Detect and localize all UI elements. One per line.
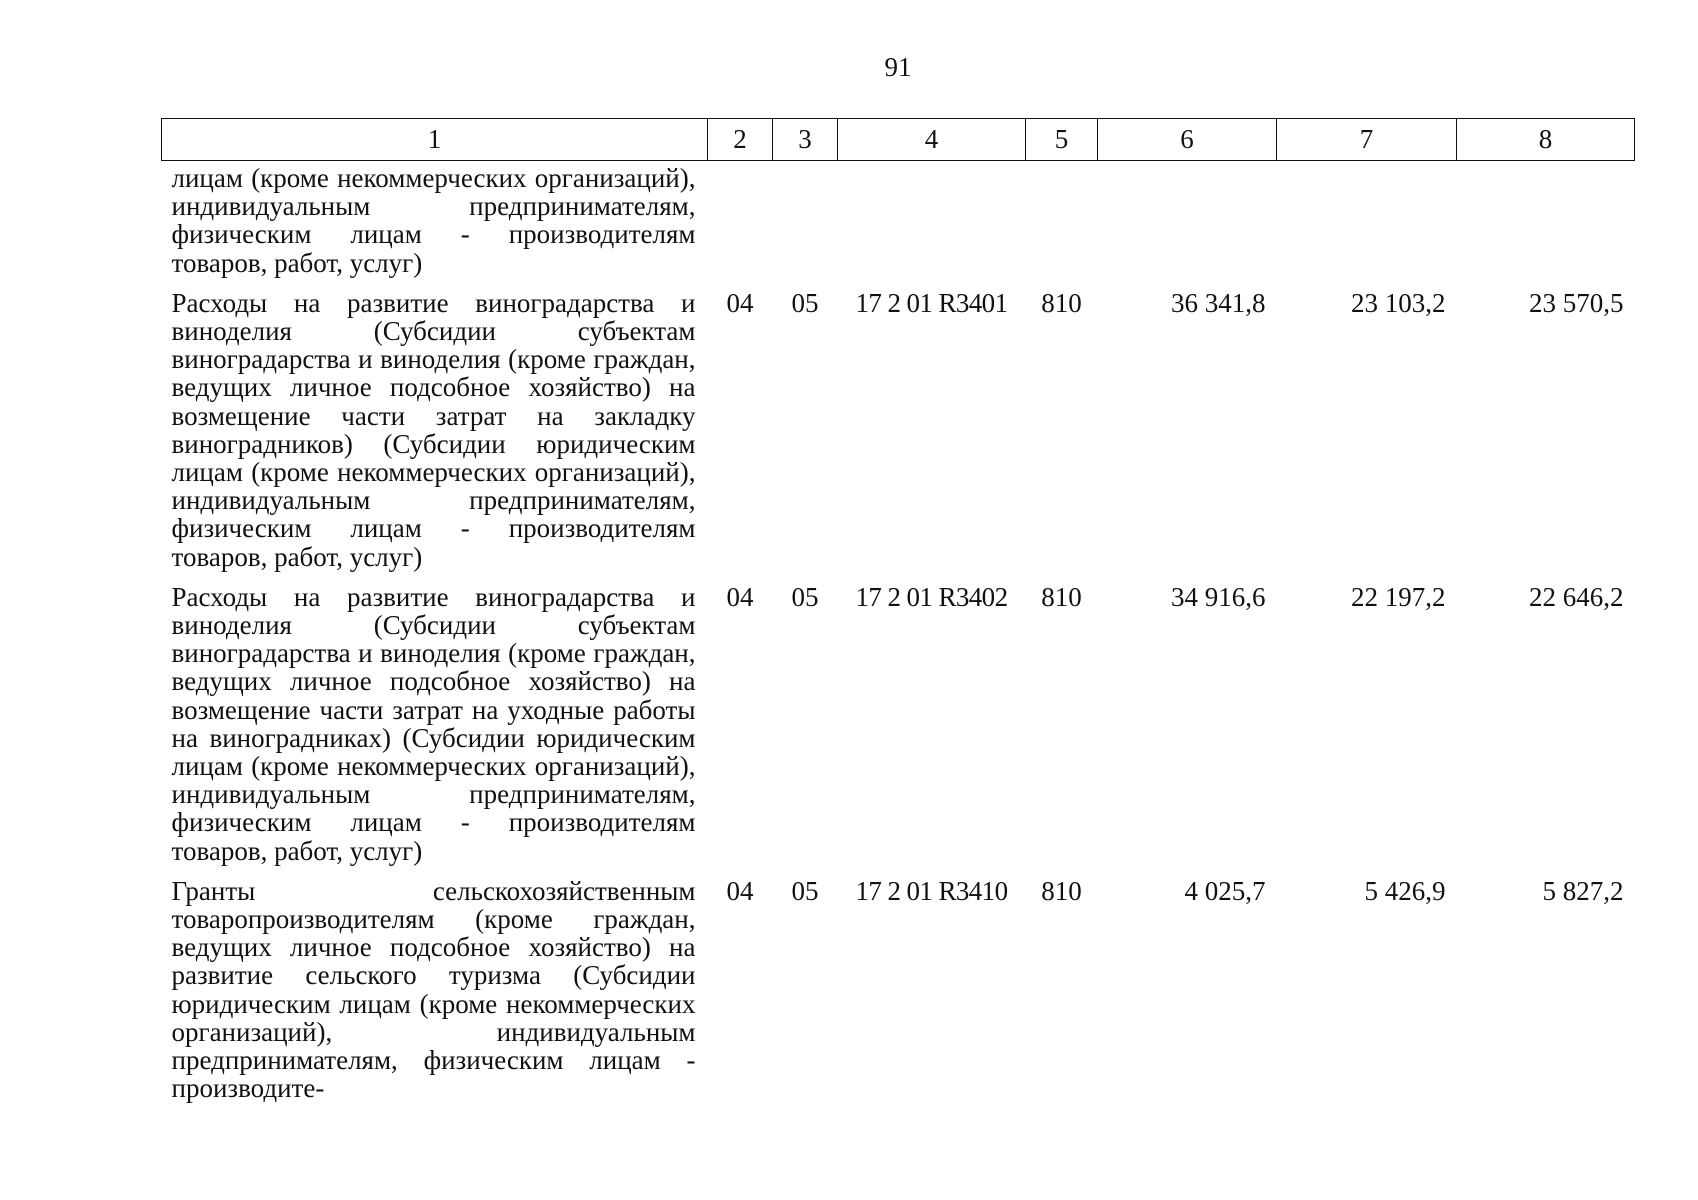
column-header: 1 [162, 119, 708, 161]
amount-cell: 36 341,8 [1171, 287, 1266, 318]
amount-cell: 22 197,2 [1351, 581, 1446, 612]
expense-type-code: 810 [1041, 581, 1082, 612]
amount-cell: 23 103,2 [1351, 287, 1446, 318]
amount-cell [1098, 161, 1277, 289]
target-item-code: 17 2 01 R3410 [855, 875, 1008, 906]
target-item-code: 17 2 01 R3402 [855, 581, 1008, 612]
amount-cell: 23 570,5 [1529, 287, 1624, 318]
target-item-code: 17 2 01 R3401 [855, 287, 1008, 318]
amount-cell [1277, 161, 1457, 289]
column-header: 5 [1026, 119, 1098, 161]
column-header: 6 [1098, 119, 1277, 161]
row-description: Расходы на развитие виноградарства и виноделия (Субсидии субъектам виноградарства и виноделия (кроме граждан, ведущих личное подсобное хозяйство) на возмещение части затрат на уходные работы на виноградниках) (Субсидии юридическим лицам (кроме некоммерческих организаций), индивидуальным предпринимателям, физическим лицам - производителям товаров, работ, услуг) [171, 581, 696, 866]
budget-table [161, 118, 1635, 1115]
table-row [162, 877, 1635, 1115]
amount-cell: 34 916,6 [1171, 581, 1266, 612]
page-number: 91 [884, 52, 912, 82]
column-number-header-row [162, 119, 1635, 161]
column-header: 3 [773, 119, 838, 161]
amount-cell: 5 827,2 [1542, 875, 1624, 906]
subsection-code: 05 [791, 287, 819, 318]
row-description: лицам (кроме некоммерческих организаций), индивидуальным предпринимателям, физическим лицам - производителям товаров, работ, услуг) [171, 163, 696, 278]
table-row [162, 161, 1635, 289]
table-row [162, 289, 1635, 583]
expense-type-code: 810 [1041, 287, 1082, 318]
expense-type-code: 810 [1041, 875, 1082, 906]
column-header: 4 [838, 119, 1026, 161]
column-header: 2 [708, 119, 773, 161]
amount-cell: 5 426,9 [1364, 875, 1446, 906]
row-description: Расходы на развитие виноградарства и виноделия (Субсидии субъектам виноградарства и виноделия (кроме граждан, ведущих личное подсобное хозяйство) на возмещение части затрат на закладку виноградников) (Субсидии юридическим лицам (кроме некоммерческих организаций), индивидуальным предпринимателям, физическим лицам - производителям товаров, работ, услуг) [171, 287, 696, 572]
column-header: 8 [1457, 119, 1635, 161]
row-description: Гранты сельскохозяйственным товаропроизводителям (кроме граждан, ведущих личное подсобное хозяйство) на развитие сельского туризма (Субсидии юридическим лицам (кроме некоммерческих организаций), индивидуальным предпринимателям, физическим лицам - производите- [171, 875, 696, 1104]
section-code: 04 [726, 875, 754, 906]
section-code: 04 [726, 287, 754, 318]
section-code [708, 161, 773, 289]
target-item-code [838, 161, 1026, 289]
column-header: 7 [1277, 119, 1457, 161]
amount-cell [1457, 161, 1635, 289]
subsection-code: 05 [791, 581, 819, 612]
amount-cell: 4 025,7 [1184, 875, 1266, 906]
amount-cell: 22 646,2 [1529, 581, 1624, 612]
subsection-code [773, 161, 838, 289]
section-code: 04 [726, 581, 754, 612]
expense-type-code [1026, 161, 1098, 289]
subsection-code: 05 [791, 875, 819, 906]
table-row [162, 583, 1635, 877]
